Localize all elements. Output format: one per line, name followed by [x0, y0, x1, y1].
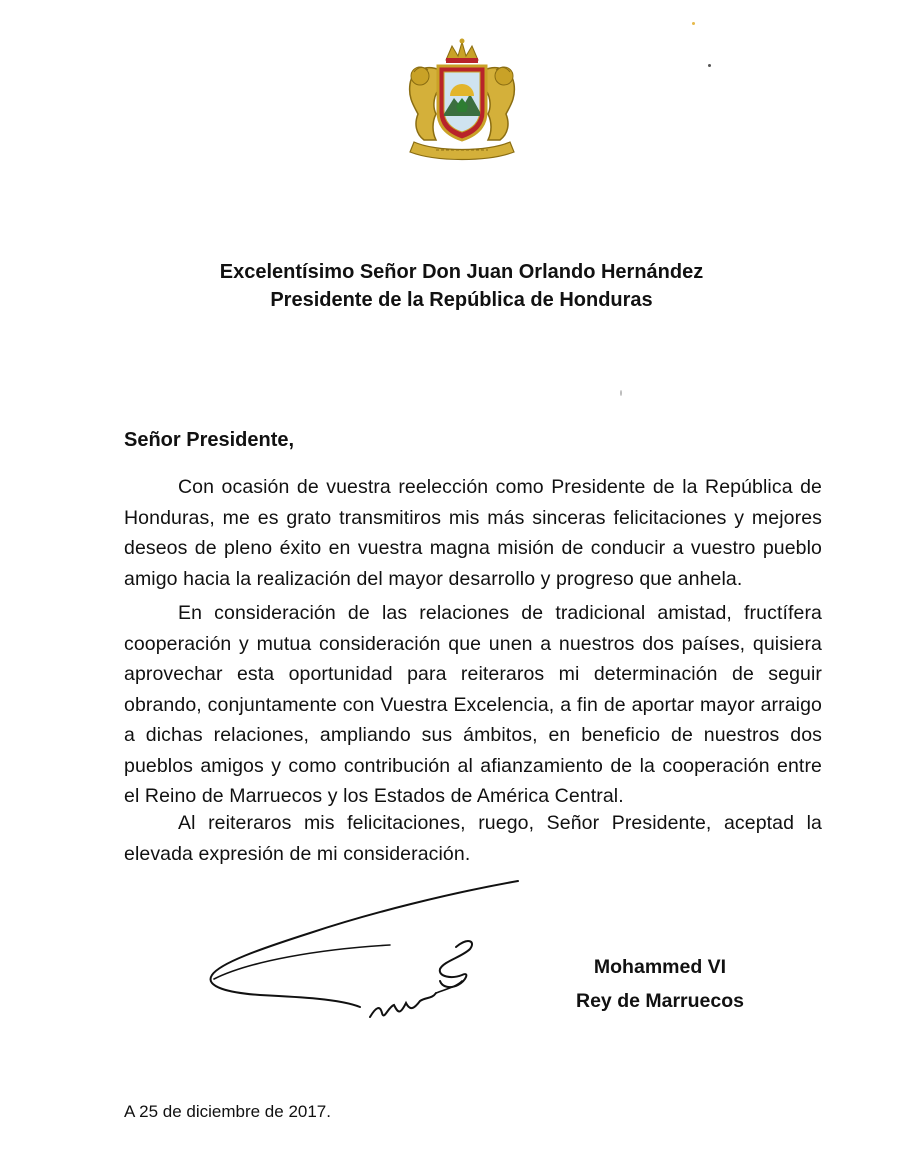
signer-block — [540, 950, 780, 1018]
body-paragraph-2: En consideración de las relaciones de tradicional amistad, fructífera cooperación y mutua consideración que unen a nuestros dos países, quisiera aprovechar esta oportunidad para reiteraros mi determinación de seguir obrando, conjuntamente con Vuestra Excelencia, a fin de aportar mayor arraigo a dichas relaciones, ampliando sus ámbitos, en beneficio de nuestros dos pueblos amigos y como contribución al afianzamiento de la cooperación entre el Reino de Marruecos y los Estados de América Central. — [124, 602, 822, 807]
coat-of-arms-emblem — [396, 36, 528, 162]
body-paragraph-1: Con ocasión de vuestra reelección como Presidente de la República de Honduras, me es grato transmitiros mis más sinceras felicitaciones y mejores deseos de pleno éxito en vuestra magna misión de conducir a vuestro pueblo amigo hacia la realización del mayor desarrollo y progreso que anhela. — [124, 476, 822, 590]
addressee-block — [0, 258, 903, 314]
salutation: Señor Presidente, — [124, 429, 295, 451]
addressee-title: Presidente de la República de Honduras — [270, 289, 653, 311]
paper-speck — [692, 22, 695, 25]
addressee-name: Excelentísimo Señor Don Juan Orlando Hernández — [219, 261, 704, 283]
paper-speck — [620, 390, 622, 396]
paper-speck — [708, 64, 711, 67]
signer-title: Rey de Marruecos — [576, 990, 744, 1012]
handwritten-signature-icon — [200, 875, 530, 1035]
signature-graphic — [200, 875, 530, 1035]
letter-date: A 25 de diciembre de 2017. — [124, 1102, 331, 1121]
body-paragraph-3: Al reiteraros mis felicitaciones, ruego, Señor Presidente, aceptad la elevada expresión de mi consideración. — [124, 812, 822, 865]
moroccan-coat-of-arms-icon — [396, 36, 528, 162]
signer-name: Mohammed VI — [593, 956, 727, 978]
